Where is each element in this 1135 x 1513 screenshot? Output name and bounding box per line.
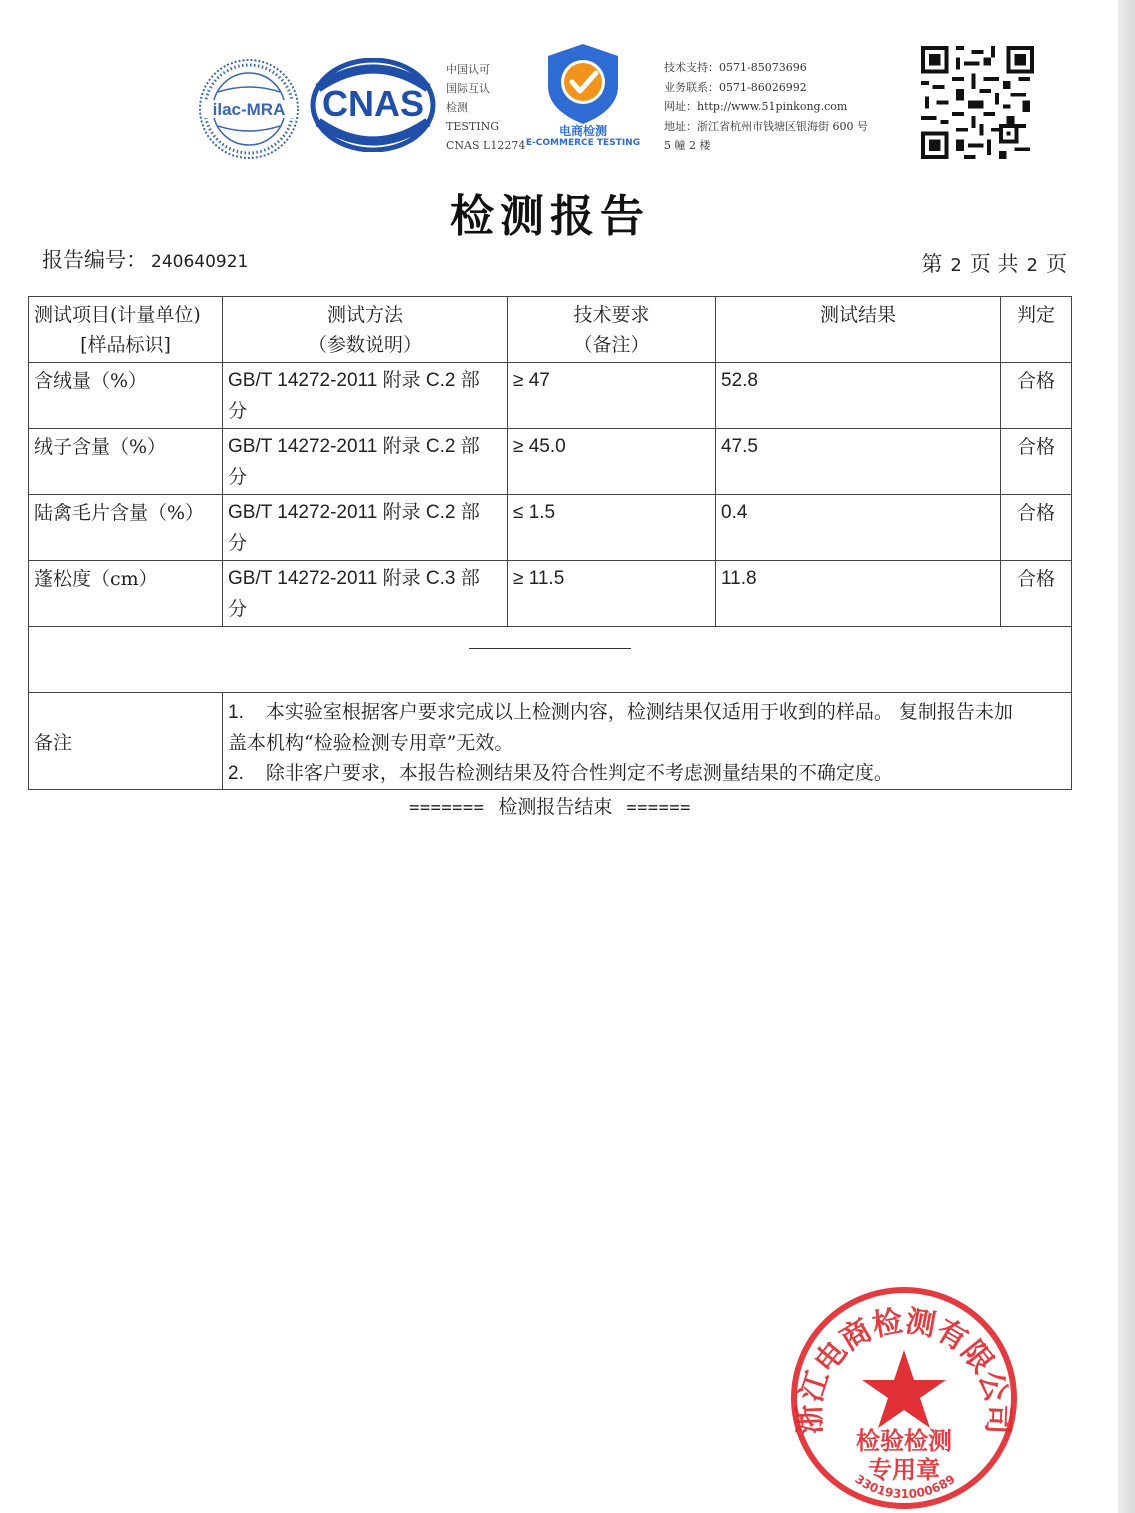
method-text: GB/T 14272-2011 附录 C.2 部 xyxy=(228,436,480,457)
end-marker-right: ====== xyxy=(626,798,691,818)
cert-line: 检测 xyxy=(446,101,468,114)
remark-line xyxy=(228,728,1066,758)
cell-requirement: ≥ 47 xyxy=(508,363,716,429)
remark-line xyxy=(228,758,1066,789)
ecommerce-cn-label: 电商检测 xyxy=(558,124,607,138)
remark-text: 盖本机构“检验检测专用章”无效。 xyxy=(228,732,514,754)
header-item xyxy=(29,297,223,363)
cell-method xyxy=(223,363,508,429)
cell-verdict: 合格 xyxy=(1001,363,1072,429)
ilac-mra-logo xyxy=(198,58,300,160)
page-total: 2 xyxy=(1026,255,1038,276)
header-item-line1: 测试项目(计量单位) xyxy=(34,304,201,326)
report-number-label: 报告编号： xyxy=(42,248,147,272)
cell-result: 47.5 xyxy=(716,429,1001,495)
website: 网址：http://www.51pinkong.com xyxy=(664,100,848,113)
remark-index: 1. xyxy=(228,702,244,723)
page-edge-shadow xyxy=(1118,0,1135,1513)
cell-requirement: ≥ 45.0 xyxy=(508,429,716,495)
remark-index: 2. xyxy=(228,763,244,784)
support-phone: 技术支持：0571-85073696 xyxy=(664,61,807,74)
report-number-value: 240640921 xyxy=(151,252,249,272)
page-middle: 页 共 xyxy=(969,252,1019,276)
header-result: 测试结果 xyxy=(716,297,1001,363)
cell-requirement: ≤ 1.5 xyxy=(508,495,716,561)
cell-requirement: ≥ 11.5 xyxy=(508,561,716,627)
seal-code: 3301931000689 xyxy=(852,1471,958,1502)
header-req-line2: （备注） xyxy=(573,334,650,356)
cell-item: 含绒量（%） xyxy=(29,363,223,429)
cell-result: 11.8 xyxy=(716,561,1001,627)
ilac-mra-text: ilac-MRA xyxy=(212,100,286,119)
separator-line xyxy=(469,648,631,649)
remarks-content xyxy=(223,693,1072,790)
seal-org-text: 浙江电商检测有限公司 xyxy=(792,1303,1016,1436)
header-item-line2: [样品标识] xyxy=(80,334,171,356)
seal-purpose-2: 专用章 xyxy=(868,1455,940,1484)
blank-cell xyxy=(29,627,1072,693)
header-requirement xyxy=(508,297,716,363)
blank-row xyxy=(29,627,1072,693)
cell-method xyxy=(223,429,508,495)
cert-line: 国际互认 xyxy=(446,82,490,95)
end-marker-left: ======= xyxy=(409,798,485,818)
header-req-line1: 技术要求 xyxy=(573,304,650,326)
cert-line: CNAS L12274 xyxy=(446,139,526,152)
method-text: 分 xyxy=(228,532,248,554)
ecommerce-en-label: E-COMMERCE TESTING xyxy=(525,138,641,148)
table-header-row xyxy=(29,297,1072,363)
contact-info xyxy=(664,58,904,156)
remarks-row xyxy=(29,693,1072,790)
report-title: 检测报告 xyxy=(450,191,650,242)
seal-purpose: 检验检测 xyxy=(856,1426,952,1455)
end-marker-text: 检测报告结束 xyxy=(498,796,613,818)
remark-text: 本实验室根据客户要求完成以上检测内容，检测结果仅适用于收到的样品。 复制报告未加 xyxy=(265,701,1013,723)
page-current: 2 xyxy=(950,255,962,276)
remark-text: 除非客户要求，本报告检测结果及符合性判定不考虑测量结果的不确定度。 xyxy=(265,762,893,784)
header-verdict: 判定 xyxy=(1001,297,1072,363)
address-line: 5 幢 2 楼 xyxy=(664,139,711,152)
cell-verdict: 合格 xyxy=(1001,429,1072,495)
method-text: 分 xyxy=(228,400,248,422)
method-text: GB/T 14272-2011 附录 C.3 部 xyxy=(228,568,480,589)
table-row xyxy=(29,429,1072,495)
header-method-line1: 测试方法 xyxy=(326,304,403,326)
report-number xyxy=(42,244,248,274)
accreditation-text xyxy=(446,60,526,155)
cell-verdict: 合格 xyxy=(1001,495,1072,561)
method-text: GB/T 14272-2011 附录 C.2 部 xyxy=(228,370,480,391)
page-prefix: 第 xyxy=(921,252,943,276)
header-method-line2: （参数说明） xyxy=(307,334,422,356)
cell-item: 蓬松度（cm） xyxy=(29,561,223,627)
cell-verdict: 合格 xyxy=(1001,561,1072,627)
page-indicator xyxy=(921,248,1067,278)
cell-item: 绒子含量（%） xyxy=(29,429,223,495)
method-text: 分 xyxy=(228,598,248,620)
business-phone: 业务联系：0571-86026992 xyxy=(664,80,807,94)
official-seal-stamp xyxy=(786,1284,1022,1512)
cnas-text: CNAS xyxy=(321,83,425,124)
test-results-table xyxy=(28,296,1072,790)
method-text: 分 xyxy=(228,466,248,488)
page-suffix: 页 xyxy=(1046,252,1067,276)
cert-line: 中国认可 xyxy=(446,63,490,76)
table-row xyxy=(29,561,1072,627)
qr-code xyxy=(921,46,1034,159)
cell-method xyxy=(223,561,508,627)
cell-result: 0.4 xyxy=(716,495,1001,561)
address-line: 地址：浙江省杭州市钱塘区银海街 600 号 xyxy=(664,119,868,133)
table-row xyxy=(29,363,1072,429)
table-row xyxy=(29,495,1072,561)
cell-item: 陆禽毛片含量（%） xyxy=(29,495,223,561)
cell-result: 52.8 xyxy=(716,363,1001,429)
cert-line: TESTING xyxy=(446,120,499,133)
report-end-marker xyxy=(0,792,1100,819)
header-method xyxy=(223,297,508,363)
remark-line xyxy=(228,697,1066,728)
remarks-label: 备注 xyxy=(29,693,223,790)
cnas-logo xyxy=(310,58,436,152)
cell-method xyxy=(223,495,508,561)
method-text: GB/T 14272-2011 附录 C.2 部 xyxy=(228,502,480,523)
